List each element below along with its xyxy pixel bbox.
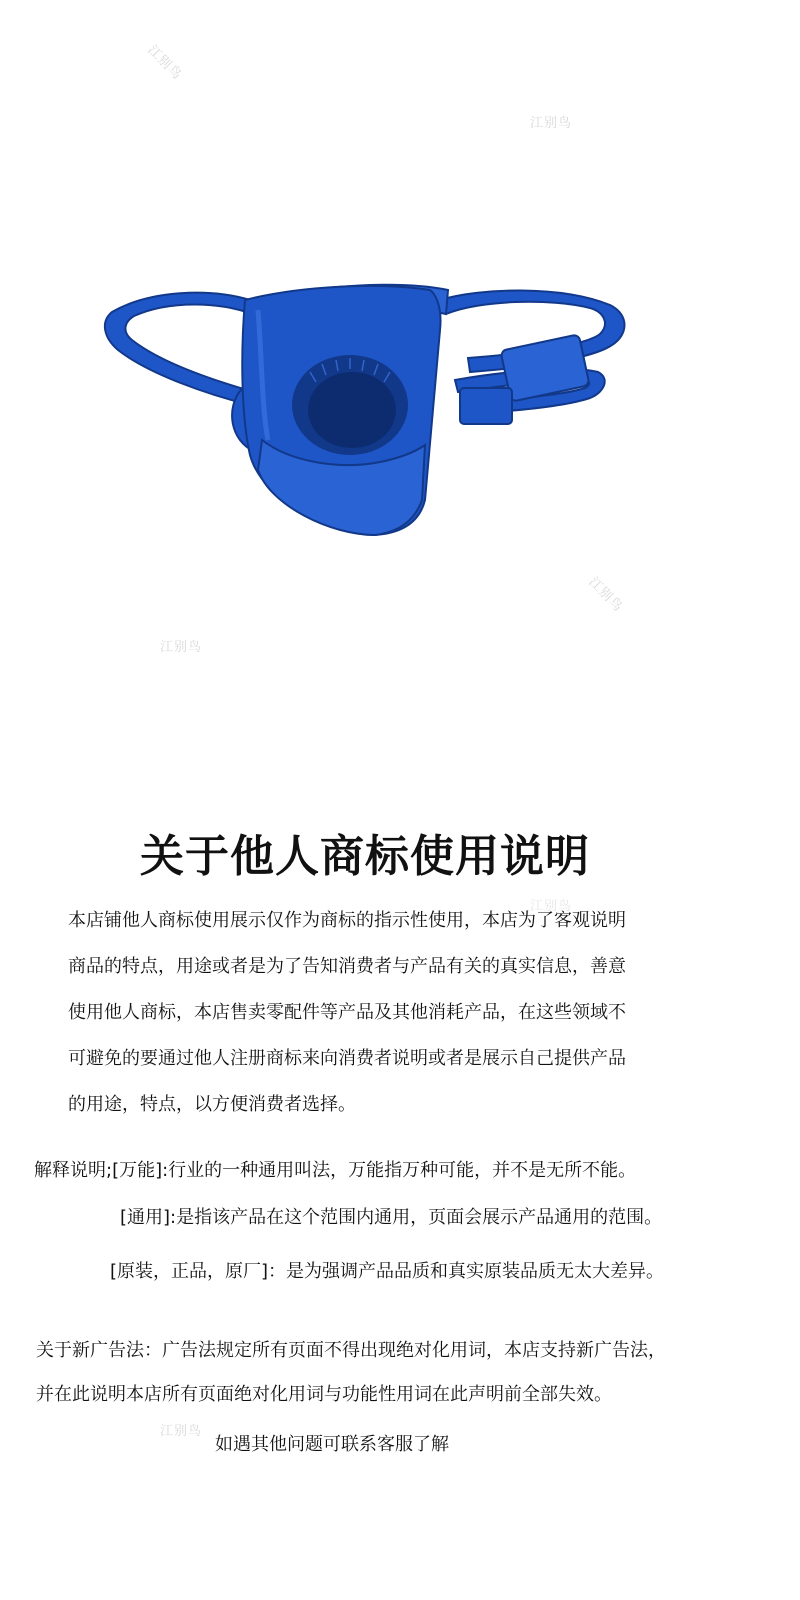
product-photo bbox=[0, 0, 800, 760]
contact-line: 如遇其他问题可联系客服了解 bbox=[215, 1434, 449, 1455]
notice-paragraph-line: 的用途，特点，以方便消费者选择。 bbox=[68, 1094, 356, 1115]
ad-law-line: 并在此说明本店所有页面绝对化用词与功能性用词在此声明前全部失效。 bbox=[36, 1384, 612, 1405]
watermark-text: 江别鸟 bbox=[160, 1424, 203, 1439]
explanation-line: [原装，正品，原厂]：是为强调产品品质和真实原装品质无太大差异。 bbox=[110, 1261, 665, 1282]
notice-paragraph-line: 本店铺他人商标使用展示仅作为商标的指示性使用，本店为了客观说明 bbox=[68, 910, 626, 931]
watermark-text: 江别鸟 bbox=[585, 574, 626, 616]
notice-paragraph-line: 使用他人商标，本店售卖零配件等产品及其他消耗产品，在这些领域不 bbox=[68, 1002, 626, 1023]
explanation-line: 解释说明;[万能]:行业的一种通用叫法，万能指万种可能，并不是无所不能。 bbox=[34, 1160, 637, 1181]
watermark-text: 江别鸟 bbox=[530, 116, 573, 131]
notice-paragraph-line: 商品的特点，用途或者是为了告知消费者与产品有关的真实信息，善意 bbox=[68, 956, 626, 977]
watermark-text: 江别鸟 bbox=[144, 42, 185, 84]
explanation-line: [通用]:是指该产品在这个范围内通用，页面会展示产品通用的范围。 bbox=[120, 1207, 663, 1228]
ad-law-line: 关于新广告法：广告法规定所有页面不得出现绝对化用词，本店支持新广告法， bbox=[36, 1340, 666, 1361]
watermark-text: 江别鸟 bbox=[160, 640, 203, 655]
notice-title: 关于他人商标使用说明 bbox=[140, 831, 590, 882]
holder-left-wing bbox=[105, 293, 254, 405]
watermark-text: 江别鸟 bbox=[530, 899, 573, 914]
holder-strap-tab bbox=[460, 388, 512, 424]
product-image-area bbox=[0, 0, 800, 760]
holder-ring-inner bbox=[308, 372, 396, 448]
notice-paragraph-line: 可避免的要通过他人注册商标来向消费者说明或者是展示自己提供产品 bbox=[68, 1048, 626, 1069]
